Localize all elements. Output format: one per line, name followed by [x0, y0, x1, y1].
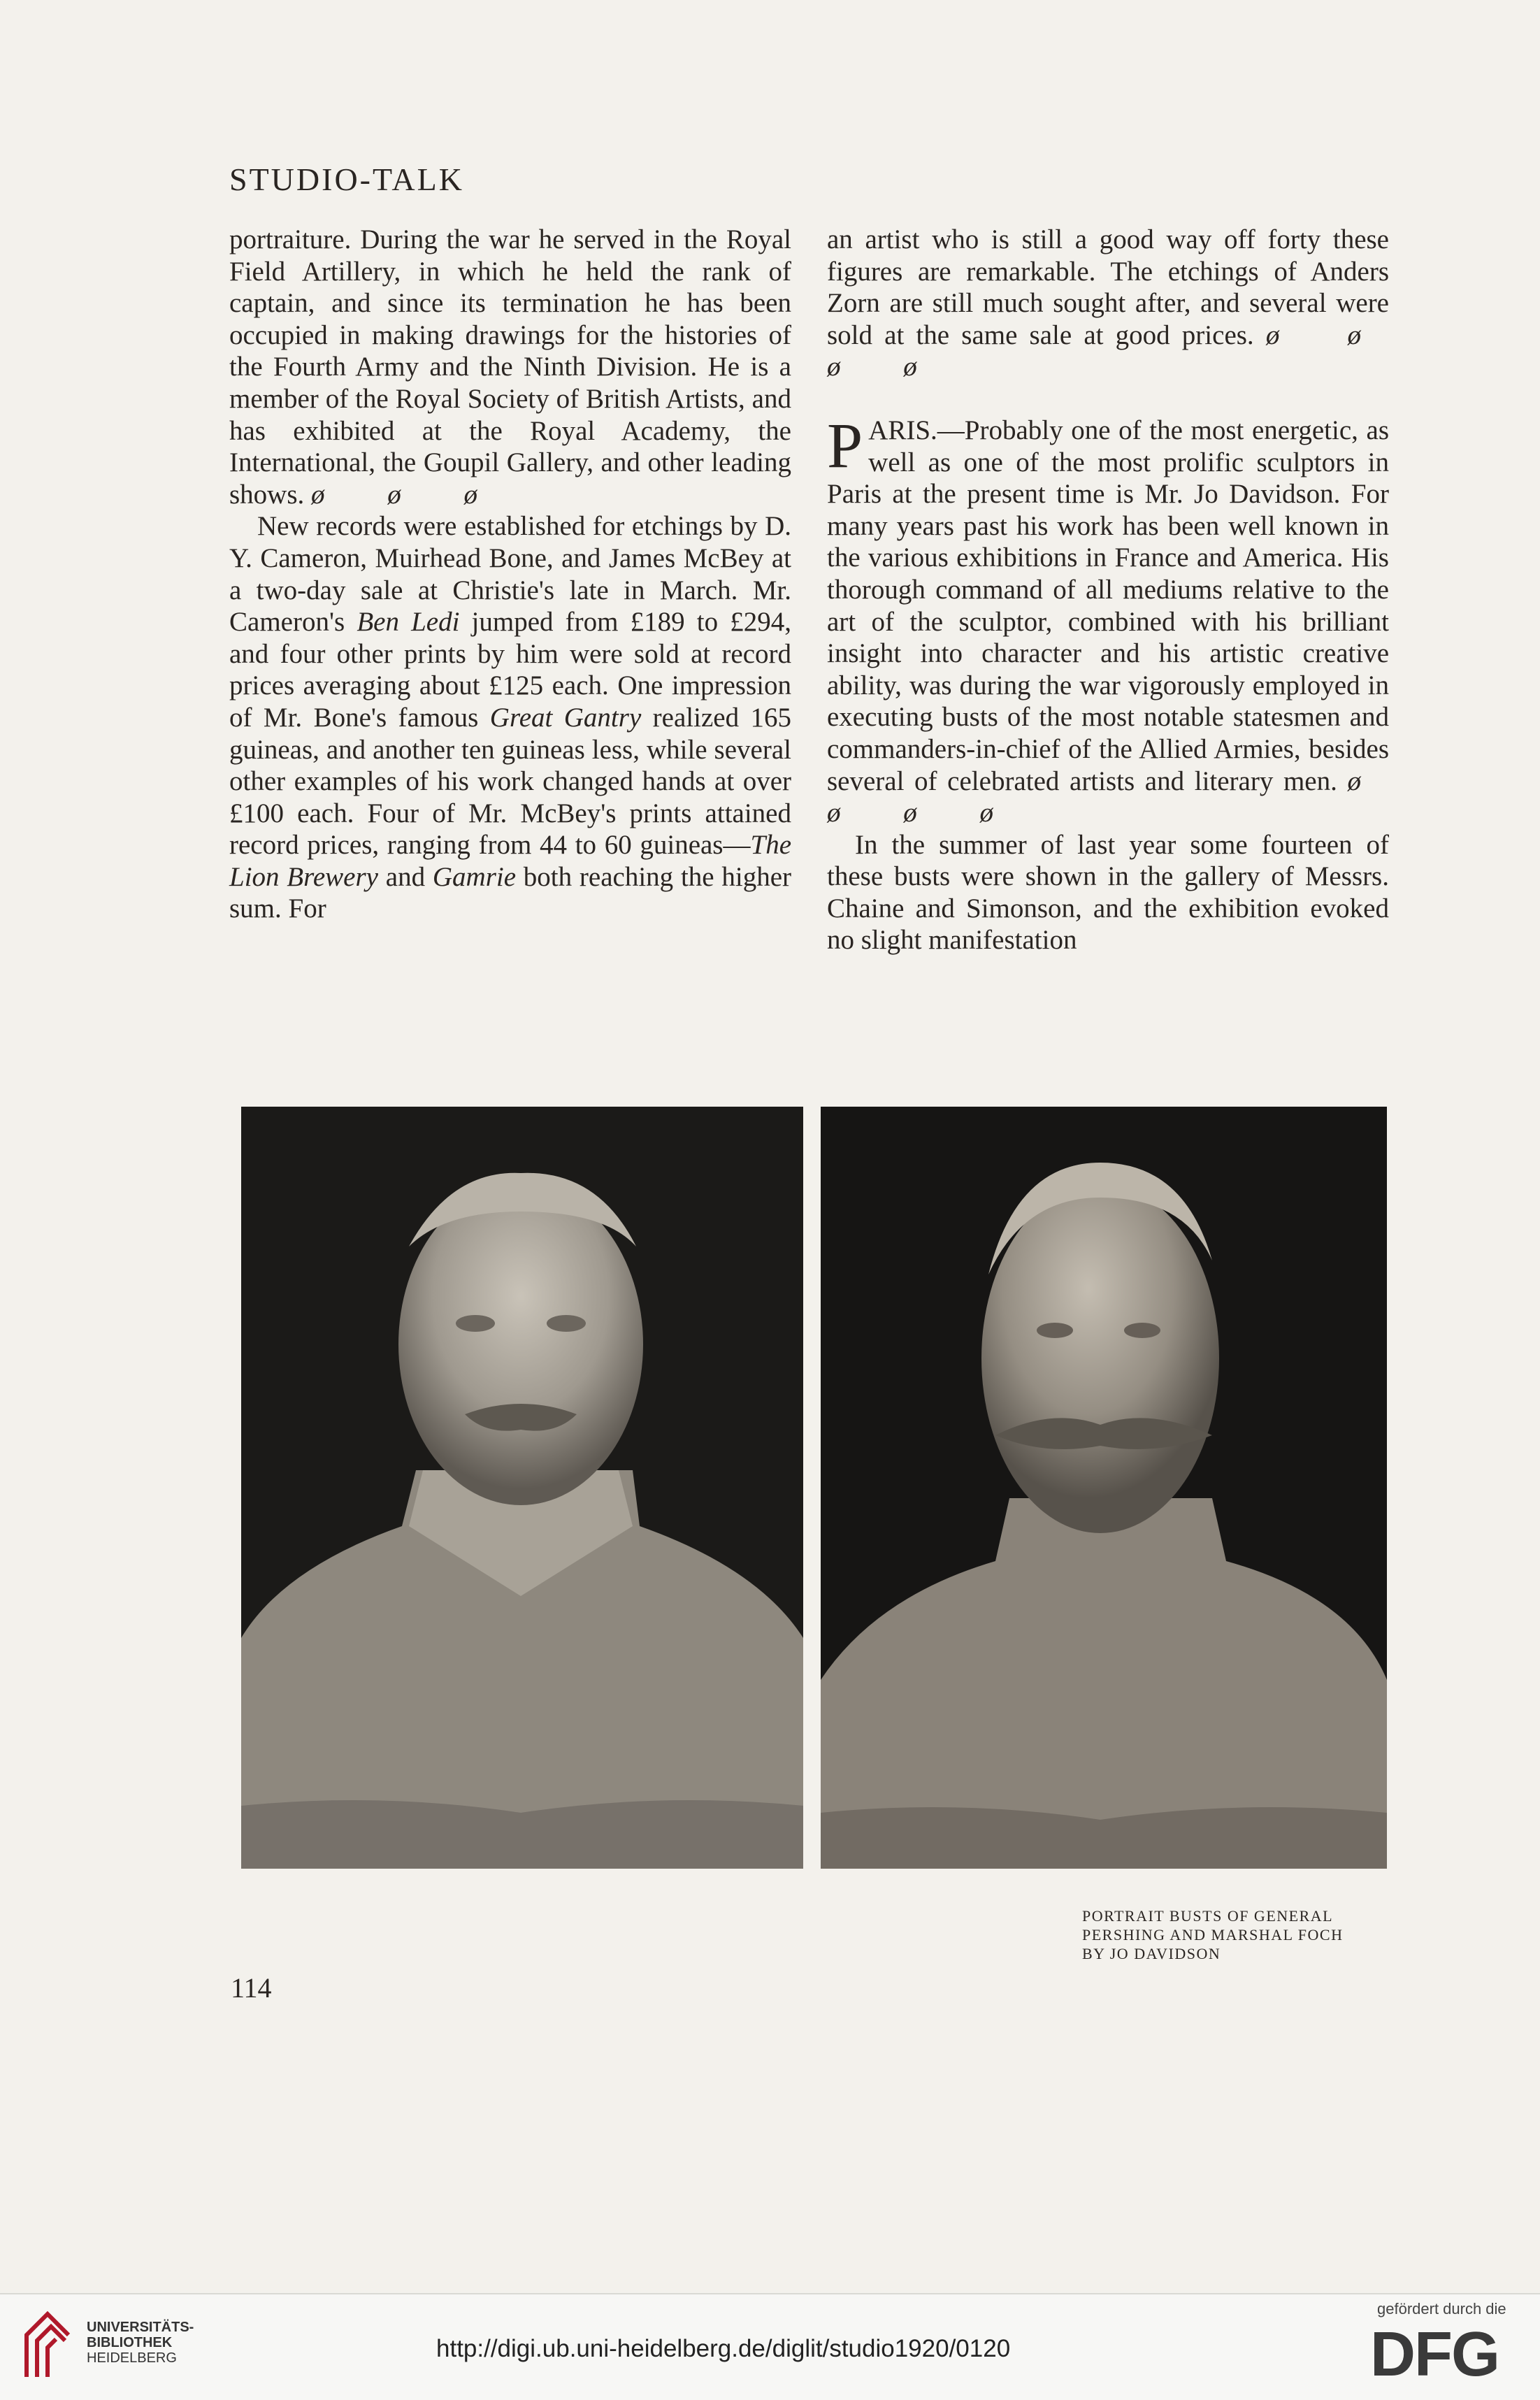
drop-cap: P: [827, 409, 863, 481]
library-logo-icon: [20, 2307, 84, 2387]
left-p2-text-d: and: [377, 861, 433, 892]
ornament: ø ø ø ø: [827, 319, 1389, 382]
page-number: 114: [231, 1972, 272, 2004]
library-name-line-1: UNIVERSITÄTS-: [87, 2320, 194, 2335]
ornament: ø ø ø: [311, 479, 506, 510]
right-paragraph-3: [827, 829, 1389, 956]
library-name-line-2: BIBLIOTHEK: [87, 2335, 173, 2350]
left-paragraph-2: [229, 510, 791, 925]
left-p2-text-a: New records were established for etchings by D. Y. Cameron, Muirhead Bone, and James McBey at a two-day sale at Christie's late in March. Mr. Cameron's: [229, 511, 791, 638]
bust-photo-pershing: [241, 1107, 803, 1869]
bust-illustration-left: [241, 1107, 803, 1869]
footer-divider: [0, 2293, 1540, 2294]
right-paragraph-1: [827, 224, 1389, 383]
left-column: [229, 224, 791, 925]
caption-line-1: PORTRAIT BUSTS OF GENERAL: [1082, 1907, 1334, 1925]
right-p2-text: ARIS.—Probably one of the most energetic, as well as one of the most prolific sculptors in Paris at the present time is Mr. Jo Davidson. For many years past his work has been well known in the various exhibitions in France and America. His thorough command of all mediums relative to the art of the sculptor, combined with his brilliant insight into character and his artistic creative ability, was during the war vigorously employed in executing busts of the most notable statesmen and commanders-in-chief of the Allied Armies, besides several of celebrated artists and literary men.: [827, 415, 1389, 796]
caption-line-3: BY JO DAVIDSON: [1082, 1945, 1221, 1962]
right-p1-text: an artist who is still a good way off forty these figures are remarkable. The etchings of Anders Zorn are still much sought after, and several were sold at the same sale at good prices.: [827, 224, 1389, 350]
left-p1-text: portraiture. During the war he served in the Royal Field Artillery, in which he held the rank of captain, and since its termination he has been occupied in making drawings for the histories of the Fourth Army and the Ninth Division. He is a member of the Royal Society of British Artists, and has exhibited at the Royal Academy, the International, the Goupil Gallery, and other leading shows.: [229, 224, 791, 510]
left-p2-text-e: both reaching the higher sum. For: [229, 861, 791, 924]
library-name: [87, 2320, 194, 2366]
right-column: [827, 224, 1389, 956]
sponsor-label: gefördert durch die: [1377, 2300, 1506, 2318]
figure-caption: [1082, 1906, 1343, 1963]
title-ben-ledi: Ben Ledi: [357, 607, 460, 638]
left-p2-text-b: jumped from £189 to £294, and four other prints by him were sold at record prices averaging about £125 each. One impression of Mr. Bone's famous: [229, 607, 791, 733]
paragraph-gap: [827, 383, 1389, 415]
right-paragraph-2: [827, 409, 1390, 829]
title-lion-brewery: The Lion Brewery: [229, 830, 791, 892]
dfg-logo: DFG: [1370, 2320, 1499, 2390]
title-gamrie: Gamrie: [432, 861, 517, 892]
bust-illustration-right: [821, 1107, 1387, 1869]
title-great-gantry: Great Gantry: [489, 702, 642, 733]
running-head: STUDIO-TALK: [229, 161, 464, 197]
caption-line-2: PERSHING AND MARSHAL FOCH: [1082, 1926, 1344, 1943]
bust-photo-foch: [821, 1107, 1387, 1869]
left-p2-text-c: realized 165 guineas, and another ten guineas less, while several other examples of his work changed hands at over £100 each. Four of Mr. McBey's prints attained record prices, ranging from 44 to 60 guineas—: [229, 702, 791, 861]
ornament: ø ø ø ø: [827, 766, 1390, 828]
library-name-line-3: HEIDELBERG: [87, 2350, 177, 2366]
right-p3-text: In the summer of last year some fourteen of these busts were shown in the gallery of Messrs. Chaine and Simonson, and the exhibition evoked no slight manifestation: [827, 829, 1389, 956]
source-url-link[interactable]: http://digi.ub.uni-heidelberg.de/diglit/studio1920/0120: [436, 2335, 1011, 2362]
left-paragraph-1: [229, 224, 791, 510]
